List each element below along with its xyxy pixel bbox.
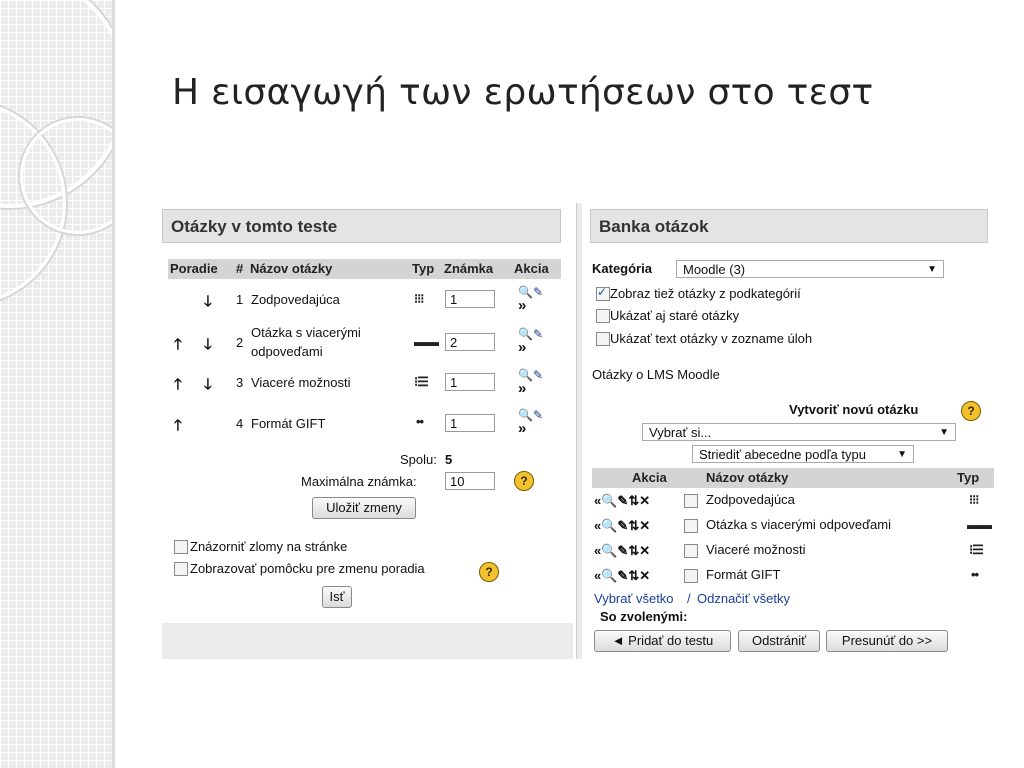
with-selected-label: So zvolenými: — [600, 609, 688, 624]
table-header — [168, 259, 561, 279]
slide-title: Η εισαγωγή των ερωτήσεων στο τεστ — [172, 72, 874, 113]
edit-icon[interactable]: ✎ — [617, 568, 629, 583]
delete-icon[interactable]: ✕ — [639, 568, 651, 583]
question-text-label: Ukázať text otázky v zozname úloh — [610, 331, 813, 346]
panel-header: Otázky v tomto teste — [162, 209, 561, 243]
move-down-icon[interactable]: 🡓 — [204, 293, 212, 310]
move-right-icon[interactable]: » — [518, 339, 527, 356]
matching-icon: ⁝⁝⁝ — [969, 492, 979, 507]
multianswer-icon: ▬▬ — [414, 334, 438, 349]
move-right-icon[interactable]: » — [518, 297, 527, 314]
preview-icon[interactable]: 🔍 — [601, 493, 618, 508]
add-to-quiz-icon[interactable]: « — [594, 518, 602, 533]
pagebreaks-checkbox[interactable] — [174, 540, 188, 554]
moodle-screenshot — [162, 203, 994, 659]
bank-question-name: Otázka s viacerými odpoveďami — [706, 517, 892, 532]
chevron-down-icon: ▼ — [927, 264, 937, 275]
question-name-line1: Otázka s viacerými — [251, 325, 361, 340]
gift-icon: •• — [416, 414, 424, 429]
add-to-quiz-button[interactable]: ◄ Pridať do testu — [594, 630, 731, 652]
save-changes-button[interactable]: Uložiť zmeny — [312, 497, 416, 519]
subcategories-label: Zobraz tiež otázky z podkategórií — [610, 286, 801, 301]
add-to-quiz-icon[interactable]: « — [594, 493, 602, 508]
move-icon[interactable]: ⇅ — [628, 493, 640, 508]
delete-icon[interactable]: ✕ — [639, 543, 651, 558]
category-info: Otázky o LMS Moodle — [592, 367, 720, 382]
col-grade: Známka — [444, 261, 494, 276]
old-questions-label: Ukázať aj staré otázky — [610, 308, 740, 323]
col-order: Poradie — [170, 261, 218, 276]
category-label: Kategória — [592, 261, 652, 276]
help-icon[interactable]: ? — [514, 471, 534, 491]
move-up-icon[interactable]: 🡑 — [174, 336, 182, 353]
edit-icon[interactable]: ✎ — [617, 493, 629, 508]
add-to-quiz-icon[interactable]: « — [594, 543, 602, 558]
grade-input[interactable]: 2 — [445, 333, 495, 351]
question-number: 3 — [236, 375, 244, 390]
move-up-icon[interactable]: 🡑 — [174, 376, 182, 393]
question-actions[interactable] — [518, 285, 543, 313]
bank-question-name: Formát GIFT — [706, 567, 781, 582]
subcategories-checkbox[interactable] — [596, 287, 610, 301]
sort-select[interactable] — [692, 445, 914, 463]
grade-input[interactable]: 1 — [445, 373, 495, 391]
edit-icon[interactable]: ✎ — [617, 518, 629, 533]
col-action: Akcia — [514, 261, 549, 276]
bank-row-checkbox[interactable] — [684, 494, 698, 508]
chevron-down-icon: ▼ — [897, 449, 907, 460]
remove-button[interactable]: Odstrániť — [738, 630, 820, 652]
preview-icon[interactable]: 🔍 — [518, 368, 533, 382]
add-to-quiz-icon[interactable]: « — [594, 568, 602, 583]
decorative-strip — [0, 0, 115, 768]
panel-footer — [162, 623, 573, 659]
edit-icon[interactable]: ✎ — [617, 543, 629, 558]
move-down-icon[interactable]: 🡓 — [204, 336, 212, 353]
total-label: Spolu: — [400, 452, 437, 467]
bank-row-actions[interactable] — [594, 568, 650, 584]
move-icon[interactable]: ⇅ — [628, 543, 640, 558]
go-button[interactable]: Isť — [322, 586, 352, 608]
create-question-label: Vytvoriť novú otázku — [789, 402, 919, 417]
preview-icon[interactable]: 🔍 — [518, 327, 533, 341]
bank-row-checkbox[interactable] — [684, 569, 698, 583]
col-type: Typ — [412, 261, 435, 276]
chevron-down-icon: ▼ — [939, 427, 949, 438]
multianswer-icon: ▬▬ — [967, 517, 991, 532]
question-name: Viaceré možnosti — [251, 375, 351, 390]
move-right-icon[interactable]: » — [518, 380, 527, 397]
category-select[interactable] — [676, 260, 944, 278]
deselect-all-link[interactable]: Odznačiť všetky — [697, 591, 791, 606]
preview-icon[interactable]: 🔍 — [601, 568, 618, 583]
question-number: 4 — [236, 416, 244, 431]
col-number: # — [236, 261, 244, 276]
multichoice-icon: ⁝☰ — [414, 374, 428, 389]
preview-icon[interactable]: 🔍 — [601, 543, 618, 558]
help-icon[interactable]: ? — [961, 401, 981, 421]
col-type: Typ — [957, 470, 980, 485]
bank-row-actions[interactable] — [594, 493, 650, 509]
link-separator: / — [687, 591, 691, 606]
question-actions[interactable] — [518, 368, 543, 396]
edit-icon[interactable]: ✎ — [532, 327, 544, 341]
bank-row-checkbox[interactable] — [684, 519, 698, 533]
move-down-icon[interactable]: 🡓 — [204, 376, 212, 393]
help-icon[interactable]: ? — [479, 562, 499, 582]
old-questions-checkbox[interactable] — [596, 309, 610, 323]
col-name: Názov otázky — [706, 470, 789, 485]
select-all-link[interactable]: Vybrať všetko — [594, 591, 674, 606]
multichoice-icon: ⁝☰ — [969, 542, 983, 557]
question-name: Zodpovedajúca — [251, 292, 340, 307]
preview-icon[interactable]: 🔍 — [518, 285, 533, 299]
create-question-select[interactable] — [642, 423, 956, 441]
question-actions[interactable] — [518, 327, 543, 355]
bank-table-header — [592, 468, 994, 488]
preview-icon[interactable]: 🔍 — [601, 518, 618, 533]
edit-icon[interactable]: ✎ — [532, 408, 544, 422]
col-name: Názov otázky — [250, 261, 333, 276]
move-to-button[interactable]: Presunúť do >> — [826, 630, 948, 652]
question-text-checkbox[interactable] — [596, 332, 610, 346]
matching-icon: ⁝⁝⁝ — [414, 291, 424, 306]
question-bank-panel — [584, 203, 994, 659]
preview-icon[interactable]: 🔍 — [518, 408, 533, 422]
move-up-icon[interactable]: 🡑 — [174, 417, 182, 434]
max-grade-input[interactable]: 10 — [445, 472, 495, 490]
bank-question-name: Viaceré možnosti — [706, 542, 806, 557]
bank-row-checkbox[interactable] — [684, 544, 698, 558]
delete-icon[interactable]: ✕ — [639, 518, 651, 533]
sort-option: Striediť abecedne podľa typu — [699, 447, 866, 462]
question-number: 2 — [236, 335, 244, 350]
max-grade-label: Maximálna známka: — [301, 474, 417, 489]
total-value: 5 — [445, 452, 453, 467]
pagebreaks-label: Znázorniť zlomy na stránke — [190, 539, 348, 554]
move-icon[interactable]: ⇅ — [628, 568, 640, 583]
move-right-icon[interactable]: » — [518, 420, 527, 437]
bank-question-name: Zodpovedajúca — [706, 492, 795, 507]
question-name-line2: odpoveďami — [251, 344, 323, 359]
panel-divider — [576, 203, 582, 659]
question-number: 1 — [236, 292, 244, 307]
col-action: Akcia — [632, 470, 667, 485]
bank-row-actions[interactable] — [594, 518, 650, 534]
delete-icon[interactable]: ✕ — [639, 493, 651, 508]
reorder-checkbox[interactable] — [174, 562, 188, 576]
edit-icon[interactable]: ✎ — [532, 285, 544, 299]
grade-input[interactable]: 1 — [445, 290, 495, 308]
reorder-label: Zobrazovať pomôcku pre zmenu poradia — [190, 561, 425, 576]
grade-input[interactable]: 1 — [445, 414, 495, 432]
question-name: Formát GIFT — [251, 416, 326, 431]
question-actions[interactable] — [518, 408, 543, 436]
move-icon[interactable]: ⇅ — [628, 518, 640, 533]
edit-icon[interactable]: ✎ — [532, 368, 544, 382]
quiz-questions-panel — [162, 203, 573, 659]
category-value: Moodle (3) — [683, 262, 746, 277]
panel-header: Banka otázok — [590, 209, 988, 243]
bank-row-actions[interactable] — [594, 543, 650, 559]
choose-option: Vybrať si... — [649, 425, 712, 440]
gift-icon: •• — [971, 567, 979, 582]
